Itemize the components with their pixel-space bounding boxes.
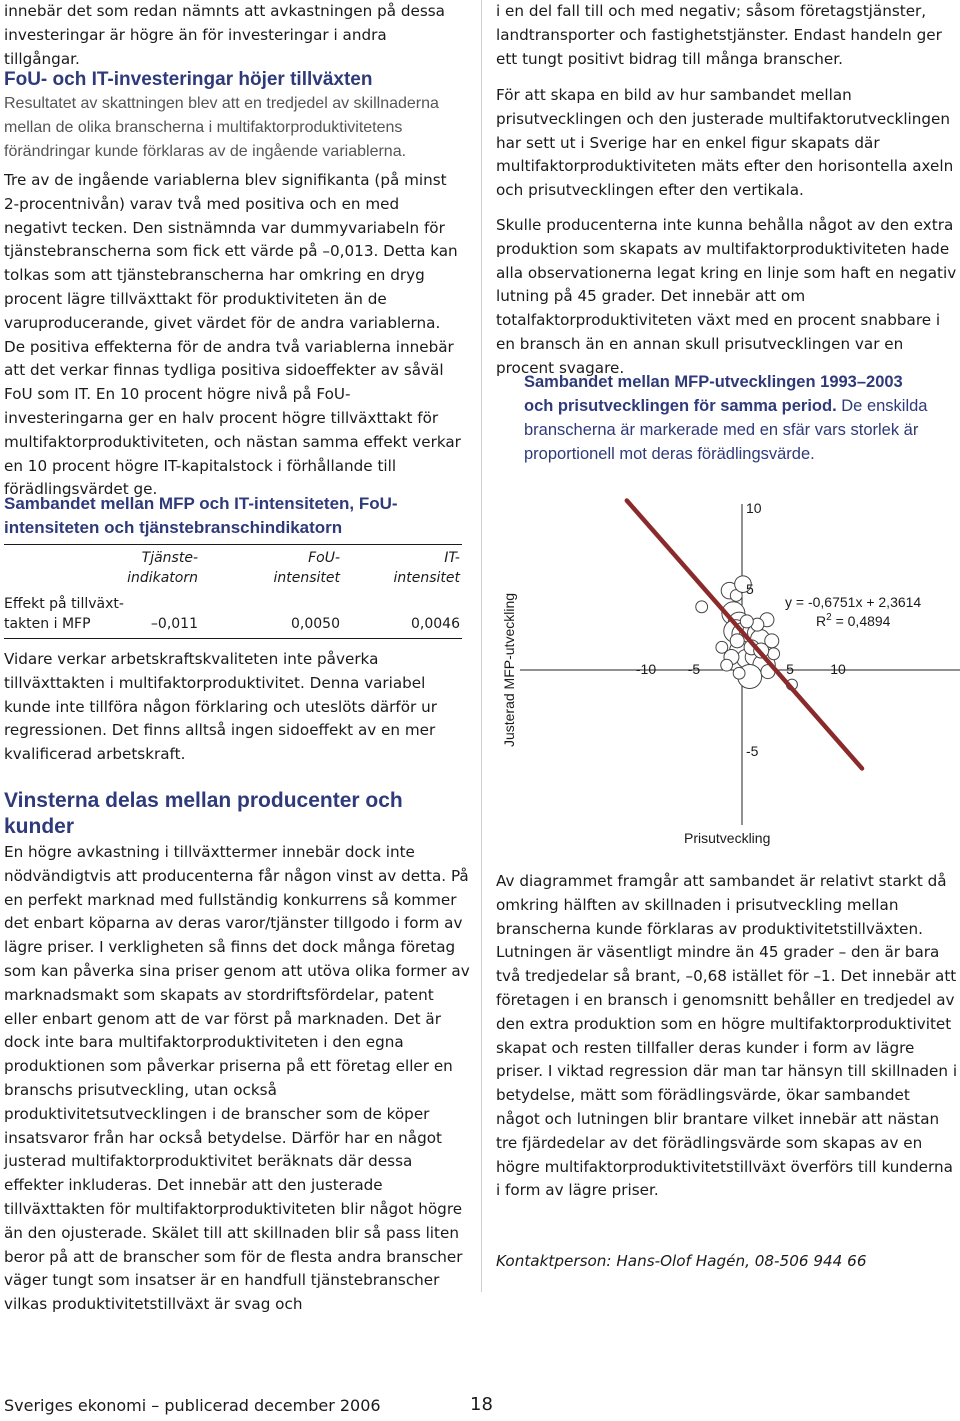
scatter-chart-svg	[520, 492, 960, 827]
intro-paragraph: innebär det som redan nämnts att avkastningen på dessa investeringar är högre än för investeringar i andra tillgångar.	[4, 2, 445, 68]
chart-title: Sambandet mellan MFP-utvecklingen 1993–2003 och prisutvecklingen för samma period.	[524, 373, 903, 415]
x-tick-label: -10	[635, 661, 657, 677]
y-tick-label: 5	[746, 581, 754, 597]
r-squared-superscript: 2	[826, 612, 832, 623]
r-squared-symbol: R	[816, 613, 827, 629]
paragraph-after-table: Vidare verkar arbetskraftskvaliteten inte påverka tillväxttakten i multifaktorproduktivitet. Denna variabel kunde inte tillföra någon förklaring och uteslöts därför ur regressionen. Det finns alltså ingen sidoeffekt av en mer kvalificerad arbetskraft.	[4, 650, 437, 764]
y-axis-title-text: Justerad MFP-utveckling	[501, 592, 517, 748]
x-tick-label: 5	[786, 661, 794, 677]
column-divider	[481, 0, 482, 1292]
heading-fou-it: FoU- och IT-investeringar höjer tillväxten	[4, 69, 373, 90]
table-header-it: IT- intensitet	[393, 550, 460, 586]
table-row-label: Effekt på tillväxt- takten i MFP	[4, 596, 124, 632]
table-value-rd: 0,0050	[291, 616, 340, 632]
r-squared-value: = 0,4894	[831, 613, 891, 629]
paragraph-right-1: i en del fall till och med negativ; såsom företagstjänster, landtransporter och fastighetstjänster. Endast handeln ger ett tungt positivt bidrag till många branscher.	[496, 2, 942, 68]
scatter-chart	[520, 492, 960, 827]
chart-heading	[524, 370, 934, 466]
data-point	[696, 601, 708, 613]
footer-publication: Sveriges ekonomi – publicerad december 2006	[4, 1396, 381, 1415]
table-header-service: Tjänste- indikatorn	[127, 550, 198, 586]
table-value-it: 0,0046	[411, 616, 460, 632]
indicator-table	[4, 544, 462, 640]
data-point	[730, 634, 744, 648]
heading-vinster: Vinsterna delas mellan producenter och kunder	[4, 789, 403, 838]
y-tick-label: 10	[746, 500, 762, 516]
x-axis-title: Prisutveckling	[684, 830, 771, 846]
paragraph-right-3: Skulle producenterna inte kunna behålla något av den extra produktion som skapats av multifaktorproduktiviteten hade alla observationerna legat kring en linje som haft en negativ lutning på 45 grader. Det innebär att om totalfaktorproduktiviteten växt med en procent snabbare i en bransch än en annan skull prisutvecklingen var en procent svagare.	[496, 216, 957, 377]
footer-page-number: 18	[470, 1394, 493, 1415]
x-tick-label: 10	[830, 661, 846, 677]
subheading-result: Resultatet av skattningen blev att en tredjedel av skillnaderna mellan de olika branscherna i multifaktorproduktivitetens förändringar kunde förklaras av de ingående variablerna.	[4, 95, 439, 160]
paragraph-fou: Tre av de ingående variablerna blev signifikanta (på minst 2-procentnivån) varav två med positiva och en med negativt tecken. Den sistnämnda var dummyvariabeln för tjänstebranscherna som fick ett värde på –0,013. Detta kan tolkas som att tjänstebranscherna har omkring en dryg procent lägre tillväxttakt för produktiviteten än de varuproducerande, givet värdet för de andra variablerna. De positiva effekterna för de andra två variablerna innebär att det verkar finnas tydliga positiva sidoeffekter av såväl FoU som IT. En 10 procent högre nivå på FoU-investeringarna ger en halv procent högre tillväxttakt för multifaktorproduktiviteten, och nästan samma effekt verkar en 10 procent högre IT-kapitalstock i förhållande till förädlingsvärdet ge.	[4, 171, 461, 499]
y-tick-label: -5	[746, 743, 759, 759]
data-point	[721, 659, 733, 671]
paragraph-right-4: Av diagrammet framgår att sambandet är relativt starkt då omkring hälften av skillnaden i prisutveckling mellan branscherna kunde förklaras av produktivitetstillväxten. Lutningen är väsentligt mindre än 45 grader – den är bara två tredjedelar så brant, –0,68 istället för –1. Det innebär att företagen i en bransch i genomsnitt behåller en tredjedel av den extra produktion som en högre multifaktorproduktivitet skapat och resten tillfaller deras kunder i form av lägre priser. I viktad regression där man tar hänsyn till skillnaden i betydelse, mätt som förädlingsvärde, ökar sambandet något och lutningen blir brantare vilket innebär att nästan tre fjärdedelar av det förädlingsvärde som skapas av en högre multifaktorproduktivitetstillväxt överförs till kunderna i form av lägre priser.	[496, 872, 958, 1200]
contact-person: Kontaktperson: Hans-Olof Hagén, 08-506 944 66	[496, 1252, 867, 1270]
table-value-service: –0,011	[150, 616, 198, 632]
paragraph-right-2: För att skapa en bild av hur sambandet mellan prisutvecklingen och den justerade multifaktorutvecklingen har sett ut i Sverige har en enkel figur skapats där multifaktorproduktiviteten mäts efter den horisontella axeln och prisutvecklingen efter den vertikala.	[496, 86, 954, 200]
paragraph-vinster: En högre avkastning i tillväxttermer innebär dock inte nödvändigtvis att producenterna får någon vinst av detta. På en perfekt marknad med fullständig konkurrens så kommer det enbart köparna av deras varor/tjänster tillgodo i form av lägre priser. I verkligheten så finns det dock många företag som kan påverka sina priser genom att utöva olika former av marknadsmakt som skapats av stordriftsfördelar, patent eller enbart genom att de var först på marknaden. Det är dock inte bara multifaktorproduktiviteten i den egna produktionen som påverkar priserna på ett företag eller en branschs prisutveckling, utan också produktivitetsutvecklingen i de branscher som de köper insatsvaror från har också betydelse. Därför har en något justerad multifaktorproduktivitet beräknats där dessa effekter inkluderas. Det innebär att den justerade tillväxttakten för multifaktorproduktiviteten blir något högre än den ojusterade. Skälet till att skillnaden blir så pass liten beror på att de branscher som för de flesta andra branscher väger tungt som insatser är en handfull tjänstebranscher vilkas produktivitetstillväxt är svag och	[4, 843, 470, 1314]
data-point	[733, 667, 745, 679]
heading-table: Sambandet mellan MFP och IT-intensiteten, FoU-intensiteten och tjänstebranschindikatorn	[4, 494, 398, 537]
y-tick-label	[746, 824, 766, 827]
data-point	[768, 648, 780, 660]
data-point	[716, 641, 728, 653]
regression-equation: y = -0,6751x + 2,3614	[785, 594, 922, 610]
x-tick-label: -5	[687, 661, 701, 677]
chart-subtitle: De enskilda branscherna är markerade med en sfär vars storlek är proportionell mot deras förädlingsvärde.	[524, 397, 928, 463]
table-top-rule	[4, 544, 462, 545]
table-bottom-rule	[4, 638, 462, 639]
data-point	[740, 615, 753, 628]
table-header-rd: FoU- intensitet	[273, 550, 340, 586]
